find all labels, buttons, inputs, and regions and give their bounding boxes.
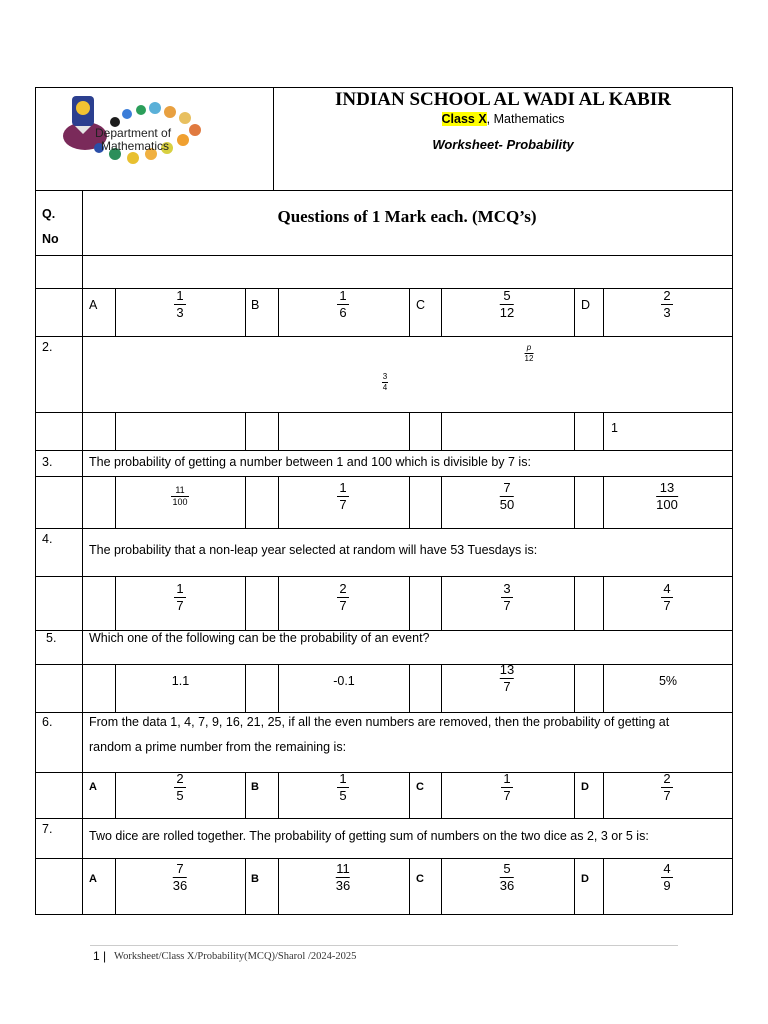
opt-col xyxy=(574,412,575,450)
footer-text: Worksheet/Class X/Probability(MCQ)/Sharol /2024-2025 xyxy=(114,951,357,962)
fraction-numerator: 1 xyxy=(176,288,184,303)
q6-option-d-label: D xyxy=(581,781,589,793)
logo-line-1: Department of xyxy=(95,126,172,140)
qno-header-line2: No xyxy=(42,232,59,246)
opt-col xyxy=(409,772,410,818)
opt-col xyxy=(278,772,279,818)
q1-option-c-value xyxy=(500,289,514,319)
q2-fraction-3-4 xyxy=(382,373,388,393)
q6-option-b-label: B xyxy=(251,781,259,793)
fraction-numerator: 11 xyxy=(336,861,350,876)
opt-col xyxy=(245,772,246,818)
opt-col xyxy=(574,576,575,630)
q5-option-c-value xyxy=(500,663,514,693)
fraction-numerator: 5 xyxy=(503,288,511,303)
opt-col xyxy=(603,772,604,818)
opt-col xyxy=(441,858,442,914)
fraction-denominator: 3 xyxy=(663,304,671,320)
opt-col xyxy=(574,664,575,712)
opt-col xyxy=(115,772,116,818)
q3-number: 3. xyxy=(42,455,53,469)
fraction-denominator: 5 xyxy=(339,787,347,803)
q7-option-d-value xyxy=(661,862,673,892)
q7-option-c-value xyxy=(500,862,514,892)
fraction-numerator: 1 xyxy=(339,771,347,786)
fraction-numerator: 13 xyxy=(659,480,675,495)
q1-option-d-label: D xyxy=(581,298,591,312)
fraction-denominator: 100 xyxy=(656,496,678,512)
q6-option-a-label: A xyxy=(89,781,97,793)
fraction-numerator: 13 xyxy=(499,662,515,677)
q4-question-text: The probability that a non-leap year selected at random will have 53 Tuesdays is: xyxy=(89,543,538,557)
row-line xyxy=(35,255,733,256)
row-line xyxy=(35,914,733,915)
opt-col xyxy=(409,288,410,336)
opt-col xyxy=(574,476,575,528)
row-line xyxy=(35,818,733,819)
opt-col xyxy=(603,476,604,528)
q6-option-c-value xyxy=(501,772,513,802)
fraction-denominator: 12 xyxy=(524,354,534,364)
fraction-numerator: 2 xyxy=(663,288,671,303)
fraction-numerator: 1 xyxy=(176,581,184,596)
opt-col xyxy=(115,858,116,914)
fraction-numerator: 1 xyxy=(503,771,511,786)
fraction-denominator: 7 xyxy=(176,597,184,613)
fraction-numerator: 4 xyxy=(663,581,671,596)
row-line xyxy=(35,288,733,289)
opt-col xyxy=(441,576,442,630)
q6-question-text-line1: From the data 1, 4, 7, 9, 16, 21, 25, if all the even numbers are removed, then the probability of getting at xyxy=(89,715,670,729)
logo-line-2: Mathematics xyxy=(101,139,170,153)
opt-col xyxy=(603,664,604,712)
q4-option-b-value xyxy=(337,582,349,612)
fraction-denominator: 7 xyxy=(339,496,347,512)
q5-question-text: Which one of the following can be the probability of an event? xyxy=(89,631,430,645)
opt-col xyxy=(441,664,442,712)
q7-option-a-label: A xyxy=(89,873,97,885)
q3-option-d-value xyxy=(656,481,678,511)
row-line xyxy=(35,450,733,451)
table-number-column xyxy=(82,191,83,915)
opt-col xyxy=(245,576,246,630)
fraction-denominator: 9 xyxy=(663,877,671,893)
opt-col xyxy=(574,858,575,914)
fraction-numerator: 2 xyxy=(663,771,671,786)
q2-fraction-p-12 xyxy=(525,344,534,364)
q7-option-b-label: B xyxy=(251,873,259,885)
fraction-denominator: 3 xyxy=(176,304,184,320)
opt-col xyxy=(409,576,410,630)
opt-col xyxy=(441,412,442,450)
opt-col xyxy=(441,476,442,528)
opt-col xyxy=(278,576,279,630)
q5-option-a-value: 1.1 xyxy=(171,674,190,688)
q2-number: 2. xyxy=(42,340,53,354)
opt-col xyxy=(409,476,410,528)
q6-question-text-line2: random a prime number from the remaining is: xyxy=(89,740,347,754)
opt-col xyxy=(115,576,116,630)
fraction-denominator: 50 xyxy=(499,496,515,512)
opt-col xyxy=(603,288,604,336)
fraction-numerator: 3 xyxy=(382,372,388,381)
q5-option-d-value: 5% xyxy=(658,674,678,688)
row-line xyxy=(35,664,733,665)
opt-col xyxy=(603,412,604,450)
q5-number: 5. xyxy=(46,631,57,645)
class-subject xyxy=(274,112,732,126)
fraction-denominator: 7 xyxy=(503,678,511,694)
fraction-denominator: 5 xyxy=(176,787,184,803)
opt-col xyxy=(245,664,246,712)
worksheet-title: Worksheet- Probability xyxy=(432,137,574,152)
opt-col xyxy=(115,664,116,712)
opt-col xyxy=(278,288,279,336)
opt-col xyxy=(115,288,116,336)
q7-question-text: Two dice are rolled together. The probability of getting sum of numbers on the two dice as 2, 3 or 5 is: xyxy=(89,829,649,843)
fraction-numerator: 3 xyxy=(503,581,511,596)
q6-number: 6. xyxy=(42,715,53,729)
q1-option-b-label: B xyxy=(251,298,260,312)
fraction-denominator: 7 xyxy=(503,787,511,803)
opt-col xyxy=(409,664,410,712)
opt-col xyxy=(574,288,575,336)
fraction-denominator: 7 xyxy=(663,597,671,613)
opt-col xyxy=(278,412,279,450)
q1-option-c-label: C xyxy=(416,298,426,312)
fraction-denominator: 36 xyxy=(499,877,515,893)
fraction-denominator: 36 xyxy=(172,877,188,893)
q6-option-d-value xyxy=(661,772,673,802)
fraction-numerator: 1 xyxy=(339,480,347,495)
fraction-denominator: 7 xyxy=(503,597,511,613)
q1-option-d-value xyxy=(661,289,673,319)
q4-option-d-value xyxy=(661,582,673,612)
fraction-numerator: 2 xyxy=(339,581,347,596)
row-line xyxy=(35,772,733,773)
footer-rule xyxy=(90,945,678,946)
row-line xyxy=(35,712,733,713)
row-line xyxy=(35,576,733,577)
opt-col xyxy=(441,288,442,336)
q3-option-c-value xyxy=(500,481,514,511)
fraction-numerator: 1 xyxy=(339,288,347,303)
footer-page-number: 1 | xyxy=(93,949,107,963)
q1-option-b-value xyxy=(337,289,349,319)
q4-number: 4. xyxy=(42,532,53,546)
opt-col xyxy=(409,858,410,914)
q1-option-a-label: A xyxy=(89,298,98,312)
opt-col xyxy=(278,476,279,528)
row-line xyxy=(35,412,733,413)
qno-header-line1: Q. xyxy=(42,207,56,221)
fraction-denominator: 36 xyxy=(335,877,351,893)
opt-col xyxy=(245,288,246,336)
opt-col xyxy=(441,772,442,818)
department-logo xyxy=(55,92,215,184)
row-line xyxy=(35,336,733,337)
school-name: INDIAN SCHOOL AL WADI AL KABIR xyxy=(335,89,671,110)
fraction-numerator: p xyxy=(526,343,532,352)
row-line xyxy=(35,858,733,859)
fraction-numerator: 7 xyxy=(176,861,184,876)
q6-option-b-value xyxy=(337,772,349,802)
opt-col xyxy=(278,664,279,712)
section-title: Questions of 1 Mark each. (MCQ’s) xyxy=(277,207,537,226)
opt-col xyxy=(603,858,604,914)
q4-option-a-value xyxy=(174,582,186,612)
q7-number: 7. xyxy=(42,822,53,836)
row-line xyxy=(35,528,733,529)
fraction-numerator: 11 xyxy=(175,485,185,495)
fraction-denominator: 100 xyxy=(172,497,188,508)
opt-col xyxy=(245,412,246,450)
opt-col xyxy=(574,772,575,818)
q5-option-b-value: -0.1 xyxy=(333,674,355,688)
fraction-numerator: 7 xyxy=(503,480,511,495)
fraction-numerator: 2 xyxy=(176,771,184,786)
table-left-border xyxy=(35,191,36,915)
fraction-denominator: 4 xyxy=(382,383,388,393)
opt-col xyxy=(115,476,116,528)
fraction-denominator: 12 xyxy=(499,304,515,320)
q3-option-b-value xyxy=(337,481,349,511)
q7-option-a-value xyxy=(173,862,187,892)
fraction-numerator: 4 xyxy=(663,861,671,876)
opt-col xyxy=(409,412,410,450)
q3-option-a-value xyxy=(171,486,189,508)
q1-option-a-value xyxy=(174,289,186,319)
fraction-denominator: 7 xyxy=(663,787,671,803)
q6-option-c-label: C xyxy=(416,781,424,793)
q2-option-d-value: 1 xyxy=(611,421,618,435)
q4-option-c-value xyxy=(501,582,513,612)
q7-option-c-label: C xyxy=(416,873,424,885)
q7-option-d-label: D xyxy=(581,873,589,885)
table-right-border xyxy=(732,191,733,915)
q7-option-b-value xyxy=(336,862,350,892)
fraction-denominator: 7 xyxy=(339,597,347,613)
opt-col xyxy=(115,412,116,450)
fraction-numerator: 5 xyxy=(503,861,511,876)
q3-question-text: The probability of getting a number between 1 and 100 which is divisible by 7 is: xyxy=(89,455,531,469)
q6-option-a-value xyxy=(174,772,186,802)
opt-col xyxy=(278,858,279,914)
opt-col xyxy=(245,858,246,914)
opt-col xyxy=(245,476,246,528)
class-label: Class X xyxy=(441,112,487,126)
row-line xyxy=(35,476,733,477)
subject-label: , Mathematics xyxy=(486,112,565,126)
fraction-denominator: 6 xyxy=(339,304,347,320)
opt-col xyxy=(603,576,604,630)
